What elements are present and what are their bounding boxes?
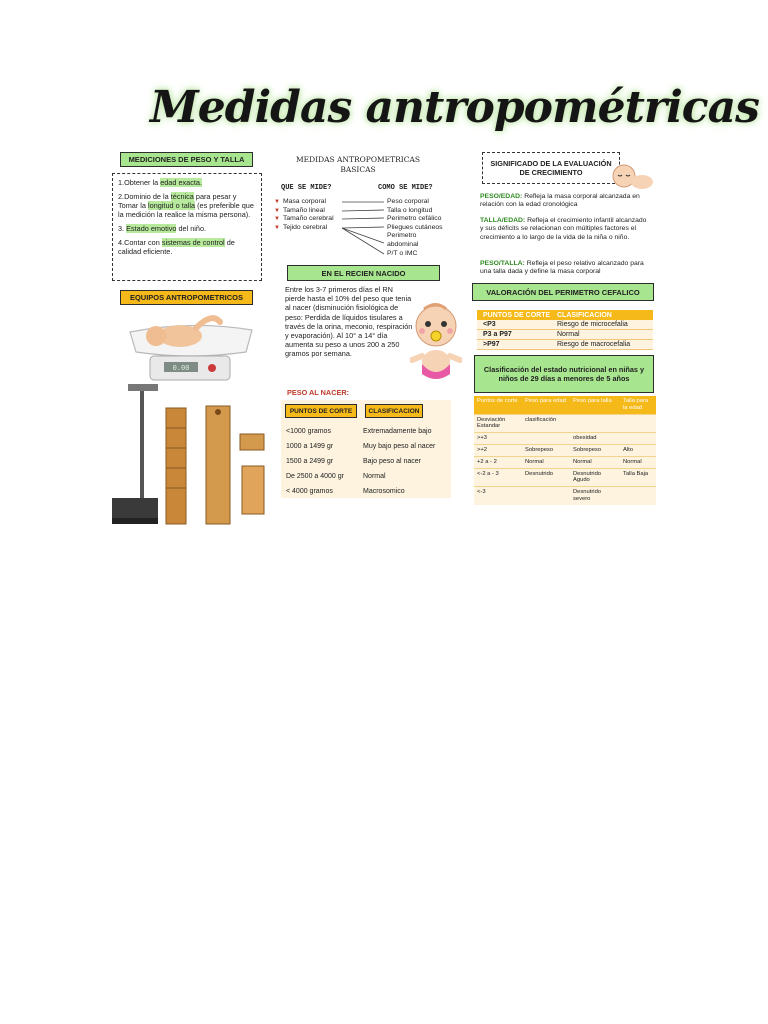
table-row: <-2 a - 3 Desnutrido Desnutrido Agudo Talla Baja (474, 469, 656, 488)
nutricional-table (474, 396, 656, 505)
rn-header: EN EL RECIEN NACIDO (287, 265, 440, 281)
peso-talla-box (112, 173, 262, 281)
foot-board-icon (242, 466, 264, 514)
stadiometer-pole-icon (140, 386, 144, 498)
pacifier-icon (431, 331, 441, 341)
talla-edad-text: TALLA/EDAD: Refleja el crecimiento infantil alcanzado y sus déficits se relacionan con múltiples factores el crecimiento a lo largo de la vida de la niña o niño. (480, 217, 647, 241)
baby-scale-image (120, 306, 260, 388)
head-board-icon (240, 434, 264, 450)
list-item: Peso corporal (387, 198, 429, 205)
table-header-cell: Peso para talla (573, 398, 612, 404)
table-header (474, 396, 656, 415)
list-item: ▼ Tamaño lineal (274, 206, 325, 214)
table-header-cell: CLASIFICACION (557, 311, 612, 319)
step-3: 3. Estado emotivo del niño. (118, 224, 207, 233)
table-row: +2 a - 2 Normal Normal Normal (474, 457, 656, 469)
significado-header: SIGNIFICADO DE LA EVALUACIÓN DE CRECIMIENTO (482, 152, 620, 184)
page-title: Medidas antropométricas (150, 82, 759, 133)
connector-arrows (340, 198, 388, 260)
list-item: ▼ Tamaño cerebral (274, 215, 334, 223)
baby-pacifier-image (410, 300, 462, 386)
equipos-header: EQUIPOS ANTROPOMETRICOS (120, 290, 253, 305)
table-row: >+2 Sobrepeso Sobrepeso Alto (474, 445, 656, 457)
list-item: P/T o IMC (387, 249, 418, 257)
list-item: Pliegues cutáneos (387, 223, 443, 231)
table-header-cell: CLASIFICACION (365, 404, 423, 418)
table-row: P3 a P97 Normal (477, 330, 653, 340)
list-item: Perimetro abdominal (387, 232, 419, 248)
list-item: Talla o longitud (387, 206, 433, 214)
table-row: <1000 gramos Extremadamente bajo (286, 428, 432, 435)
perimetro-table (477, 310, 653, 350)
nutricional-header: Clasificación del estado nutricional en niñas y niños de 29 días a menores de 5 años (474, 355, 654, 393)
table-row: De 2500 a 4000 gr Normal (286, 473, 386, 480)
table-header (281, 400, 451, 418)
basicas-title: MEDIDAS ANTROPOMETRICAS BASICAS (295, 155, 421, 174)
baby-head-icon (146, 326, 166, 346)
table-header-cell: Peso para edad (525, 398, 566, 404)
table-header-cell: Puntos de corte (477, 398, 518, 404)
perimetro-header: VALORACIÓN DEL PERIMETRO CEFALICO (472, 283, 654, 301)
como-list (387, 198, 457, 258)
infantometer-1-icon (166, 408, 186, 524)
stadiometer-image (110, 380, 272, 530)
step-2: 2.Dominio de la técnica para pesar y Tomar la longitud o talla (es preferible que la medición la realice la misma persona). (118, 192, 254, 219)
scale-button-icon (208, 364, 216, 372)
peso-talla-header: MEDICIONES DE PESO Y TALLA (120, 152, 253, 167)
infantometer-2-icon (206, 406, 230, 524)
scale-display: 0.00 (172, 365, 190, 373)
list-item: ▼ Tejido cerebral (274, 223, 328, 231)
table-row: < 4000 gramos Macrosomico (286, 488, 405, 495)
table-row: >P97 Riesgo de macrocefalia (477, 340, 653, 350)
list-item: ▼ Masa corporal (274, 198, 327, 205)
step-4: 4.Contar con sistemas de control de calidad eficiente. (118, 238, 235, 256)
table-header-cell: PUNTOS DE CORTE (285, 404, 357, 418)
table-row: >+3 obesidad (474, 433, 656, 445)
que-se-mide-header: QUE SE MIDE? (281, 184, 332, 192)
table-header (477, 310, 653, 320)
rn-text: Entre los 3-7 primeros días el RN pierde hasta el 10% del peso que tenia al nacer (disminución fisiológica de peso: Perdida de líquidos tisulares a través de la orina, meconio, respiración y evaporación). Al 10° a 14° día aumenta su peso a unos 200 a 250 gramos por semana. (285, 285, 413, 359)
peso-al-nacer-label: PESO AL NACER: (287, 388, 350, 397)
table-row: Desviación Estandar clasificación (474, 415, 656, 434)
table-row: 1500 a 2499 gr Bajo peso al nacer (286, 458, 421, 465)
sleeping-baby-image (606, 160, 654, 192)
step-1: 1.Obtener la edad exacta. (118, 178, 202, 187)
como-se-mide-header: COMO SE MIDE? (378, 184, 433, 192)
peso-talla-text: PESO/TALLA: Refleja el peso relativo alcanzado para una talla dada y define la masa corporal (480, 260, 644, 276)
table-row: <-3 Desnutrido severo (477, 489, 602, 502)
table-header-cell: Talla para la edad (623, 398, 649, 411)
table-row: <P3 Riesgo de microcefalia (477, 320, 653, 330)
birth-weight-table (281, 400, 451, 498)
table-header-cell: PUNTOS DE CORTE (483, 311, 551, 319)
table-row: 1000 a 1499 gr Muy bajo peso al nacer (286, 443, 436, 450)
list-item: Perimetro cefálico (387, 215, 442, 223)
peso-edad-text: PESO/EDAD: Refleja la masa corporal alcanzada en relación con la edad cronológica (480, 193, 640, 209)
